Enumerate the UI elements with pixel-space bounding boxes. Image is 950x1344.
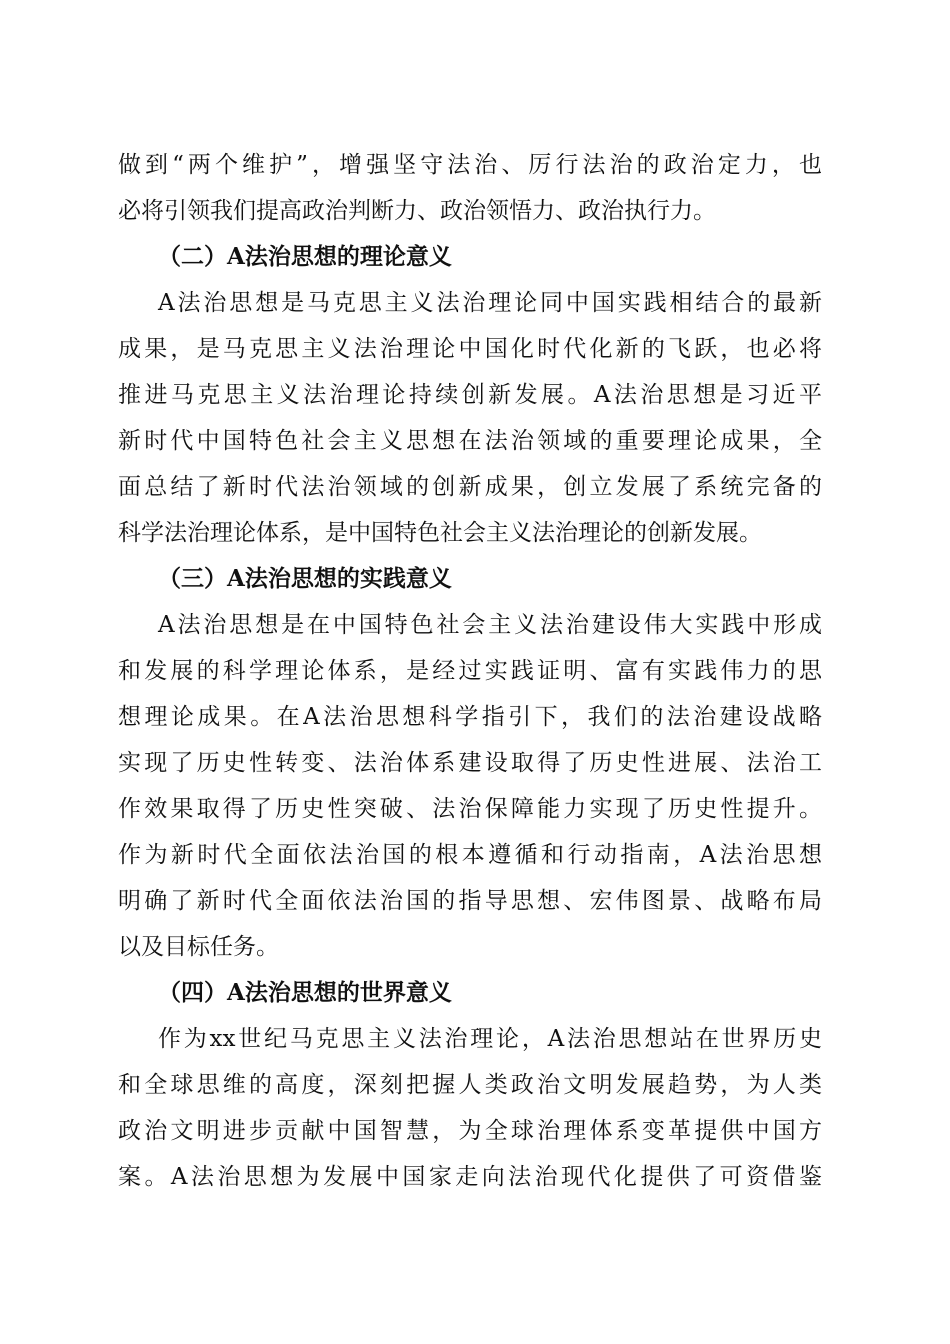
paragraph-line: 想理论成果。在A法治思想科学指引下，我们的法治建设战略 [118,704,822,730]
paragraph-line: 作为新时代全面依法治国的根本遵循和行动指南，A法治思想 [118,842,822,868]
paragraph-line: 作为xx世纪马克思主义法治理论，A法治思想站在世界历史 [158,1026,822,1052]
paragraph-line: 推进马克思主义法治理论持续创新发展。A法治思想是习近平 [118,382,822,408]
paragraph-line: 案。A法治思想为发展中国家走向法治现代化提供了可资借鉴 [118,1164,822,1190]
paragraph-line: 成果，是马克思主义法治理论中国化时代化新的飞跃，也必将 [118,336,822,362]
paragraph-line: 科学法治理论体系，是中国特色社会主义法治理论的创新发展。 [118,520,762,546]
paragraph-line: 实现了历史性转变、法治体系建设取得了历史性进展、法治工 [118,750,822,776]
document-body [118,142,822,1200]
paragraph-line: 新时代中国特色社会主义思想在法治领域的重要理论成果，全 [118,428,822,454]
paragraph-line: 必将引领我们提高政治判断力、政治领悟力、政治执行力。 [118,198,716,224]
paragraph-line: 面总结了新时代法治领域的创新成果，创立发展了系统完备的 [118,474,822,500]
paragraph-line: 和全球思维的高度，深刻把握人类政治文明发展趋势，为人类 [118,1072,822,1098]
paragraph-line: 和发展的科学理论体系，是经过实践证明、富有实践伟力的思 [118,658,822,684]
paragraph-line: A法治思想是在中国特色社会主义法治建设伟大实践中形成 [158,612,822,638]
paragraph-line: 做到“两个维护”，增强坚守法治、厉行法治的政治定力，也 [118,152,822,178]
paragraph-line: 作效果取得了历史性突破、法治保障能力实现了历史性提升。 [118,796,822,822]
paragraph-line: 政治文明进步贡献中国智慧，为全球治理体系变革提供中国方 [118,1118,822,1144]
section-heading-practice: （三）A法治思想的实践意义 [158,565,452,592]
section-heading-world: （四）A法治思想的世界意义 [158,979,452,1006]
paragraph-line: 以及目标任务。 [118,934,279,960]
paragraph-line: 明确了新时代全面依法治国的指导思想、宏伟图景、战略布局 [118,888,822,914]
section-heading-theory: （二）A法治思想的理论意义 [158,243,452,270]
paragraph-line: A法治思想是马克思主义法治理论同中国实践相结合的最新 [158,290,822,316]
